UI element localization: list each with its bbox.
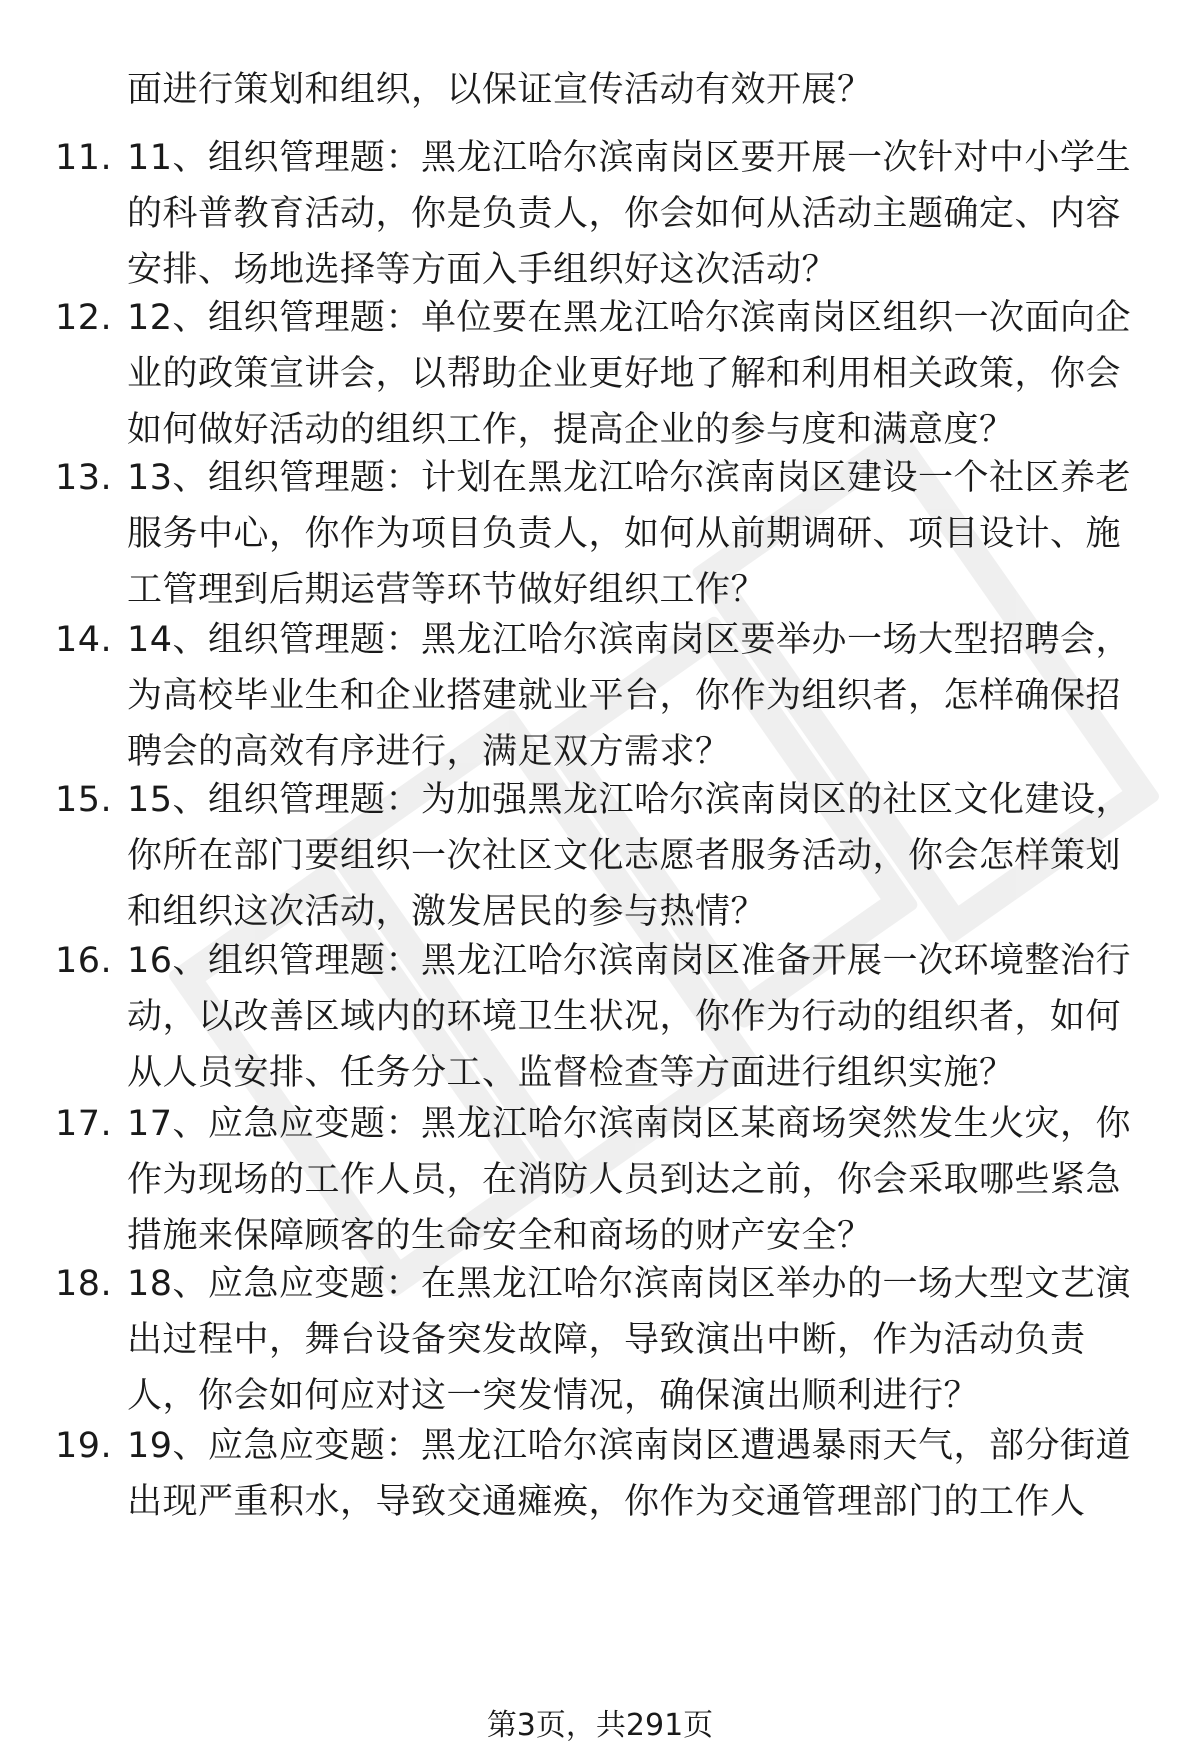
question-number: 12. <box>55 298 113 338</box>
question-number: 13. <box>55 458 113 498</box>
question-line: 12、组织管理题：单位要在黑龙江哈尔滨南岗区组织一次面向企 <box>127 298 1132 338</box>
question-line: 19、应急应变题：黑龙江哈尔滨南岗区遭遇暴雨天气，部分街道 <box>127 1426 1132 1466</box>
question-line: 14、组织管理题：黑龙江哈尔滨南岗区要举办一场大型招聘会， <box>127 620 1132 660</box>
question-line: 出现严重积水，导致交通瘫痪，你作为交通管理部门的工作人 <box>127 1482 1086 1522</box>
question-line: 作为现场的工作人员，在消防人员到达之前，你会采取哪些紧急 <box>127 1160 1122 1200</box>
question-line: 13、组织管理题：计划在黑龙江哈尔滨南岗区建设一个社区养老 <box>127 458 1132 498</box>
question-line: 你所在部门要组织一次社区文化志愿者服务活动，你会怎样策划 <box>127 836 1122 876</box>
question-line: 17、应急应变题：黑龙江哈尔滨南岗区某商场突然发生火灾，你 <box>127 1104 1132 1144</box>
question-line: 人，你会如何应对这一突发情况，确保演出顺利进行？ <box>127 1376 980 1416</box>
question-text <box>127 1418 1147 1530</box>
question-text <box>127 450 1147 618</box>
question-line: 动，以改善区域内的环境卫生状况，你作为行动的组织者，如何 <box>127 997 1122 1037</box>
question-number: 14. <box>55 620 113 660</box>
question-line: 16、组织管理题：黑龙江哈尔滨南岗区准备开展一次环境整治行 <box>127 941 1132 981</box>
question-line: 15、组织管理题：为加强黑龙江哈尔滨南岗区的社区文化建设， <box>127 780 1132 820</box>
question-line: 如何做好活动的组织工作，提高企业的参与度和满意度？ <box>127 410 1015 450</box>
question-line: 为高校毕业生和企业搭建就业平台，你作为组织者，怎样确保招 <box>127 676 1122 716</box>
question-text <box>127 612 1147 780</box>
question-text <box>127 1256 1147 1424</box>
question-text <box>127 1096 1147 1264</box>
question-text <box>127 130 1147 298</box>
question-number: 17. <box>55 1104 113 1144</box>
question-line: 业的政策宣讲会，以帮助企业更好地了解和利用相关政策，你会 <box>127 354 1122 394</box>
question-line: 安排、场地选择等方面入手组织好这次活动？ <box>127 250 838 290</box>
page-footer: 第3页，共291页 <box>486 1708 714 1743</box>
question-line: 18、应急应变题：在黑龙江哈尔滨南岗区举办的一场大型文艺演 <box>127 1264 1132 1304</box>
question-line: 出过程中，舞台设备突发故障，导致演出中断，作为活动负责 <box>127 1320 1086 1360</box>
continued-question-text: 面进行策划和组织，以保证宣传活动有效开展？ <box>127 70 873 110</box>
question-line: 11、组织管理题：黑龙江哈尔滨南岗区要开展一次针对中小学生 <box>127 138 1132 178</box>
question-line: 的科普教育活动，你是负责人，你会如何从活动主题确定、内容 <box>127 194 1122 234</box>
question-line: 服务中心，你作为项目负责人，如何从前期调研、项目设计、施 <box>127 514 1122 554</box>
question-number: 18. <box>55 1264 113 1304</box>
question-text <box>127 933 1147 1101</box>
question-line: 从人员安排、任务分工、监督检查等方面进行组织实施？ <box>127 1053 1015 1093</box>
question-number: 11. <box>55 138 113 178</box>
question-text <box>127 772 1147 940</box>
question-line: 和组织这次活动，激发居民的参与热情？ <box>127 892 767 932</box>
question-line: 措施来保障顾客的生命安全和商场的财产安全？ <box>127 1216 873 1256</box>
question-line: 工管理到后期运营等环节做好组织工作？ <box>127 570 767 610</box>
question-line: 聘会的高效有序进行，满足双方需求？ <box>127 732 731 772</box>
question-number: 15. <box>55 780 113 820</box>
question-text <box>127 290 1147 458</box>
question-number: 16. <box>55 941 113 981</box>
question-number: 19. <box>55 1426 113 1466</box>
